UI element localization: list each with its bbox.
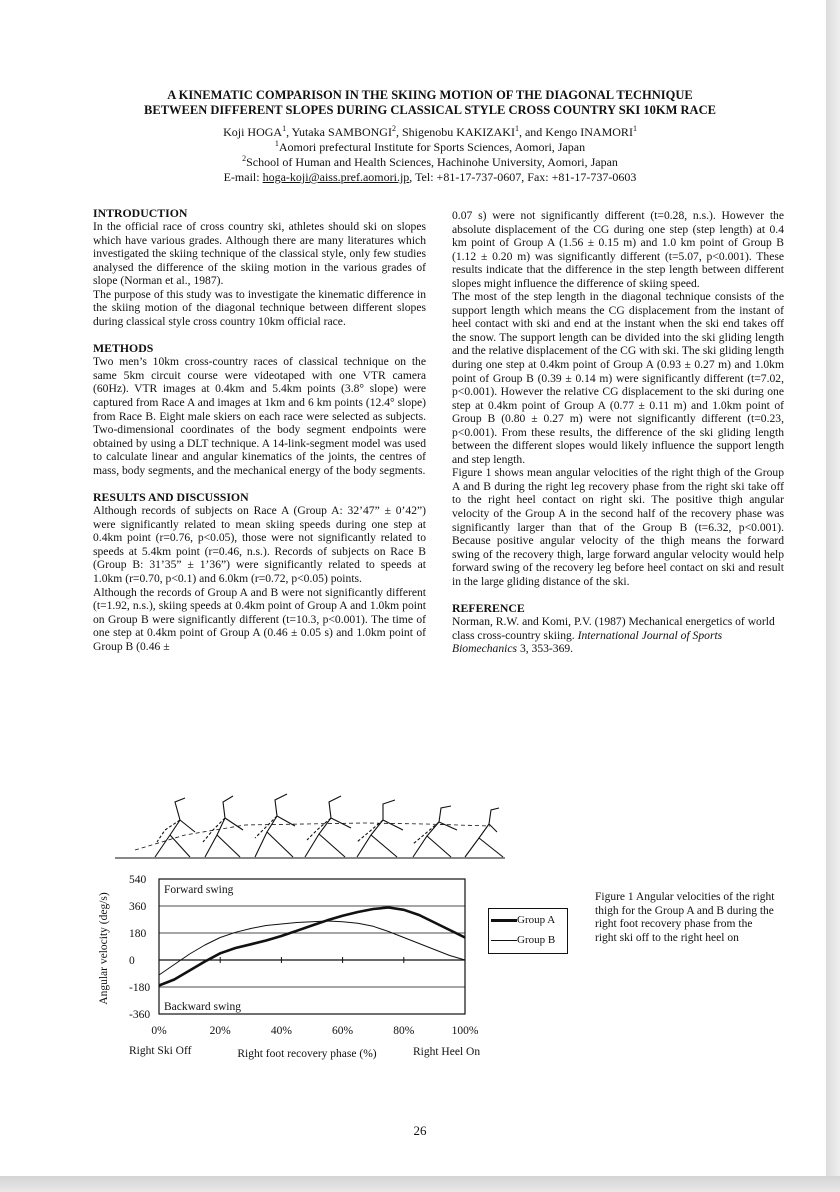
affiliation-1 [60, 140, 800, 155]
legend-label-group-a: Group A [517, 914, 556, 926]
x-tick-label: 60% [332, 1025, 354, 1037]
author-4: , and Kengo INAMORI [518, 125, 633, 139]
contact-numbers: , Tel: +81-17-737-0607, Fax: +81-17-737-0603 [409, 170, 637, 184]
author-1-affil: 1 [282, 124, 287, 133]
results-paragraph-3: The most of the step length in the diagonal technique consists of the support length which means the CG displacement from the instant of heel contact with ski and end at the instant when the ski end takes off the snow. The support length can be divided into the ski gliding length and the relative displacement of the CG with ski. The ski gliding length during one step at 0.4km point of Group A (0.93 ± 0.27 m) and 1.0km point of Group B (0.39 ± 0.14 m) were significantly different (t=7.02, p<0.001). However the relative CG displacement to the ski during one step at 0.4km point of Group A (0.77 ± 0.11 m) and 1.0km point of Group B (0.80 ± 0.27 m) were not significantly different (t=0.23, p<0.001). From these results, the difference of the ski gliding length between the different slopes would likely influence the support length and step length. [452, 290, 784, 466]
author-3: , Shigenobu KAKIZAKI [395, 125, 515, 139]
email-label: E-mail: [223, 170, 263, 184]
skier-figure-4 [305, 796, 351, 857]
x-tick-label: 100% [451, 1025, 479, 1037]
legend-swatch-group-b [491, 940, 517, 941]
legend-swatch-group-a [491, 919, 517, 922]
skier-figure-6 [413, 806, 457, 857]
affiliation-2 [60, 155, 800, 170]
x-tick-label: 0% [151, 1025, 167, 1037]
results-paragraph-4: Figure 1 shows mean angular velocities of the right thigh of the Group A and B during the right leg recovery phase from the right ski take off to the right heel contact on right ski. The positive thigh angular velocity of the Group A in the second half of the recovery phase was significantly larger than that of the Group B (t=6.32, p<0.001). Because positive angular velocity of the thigh means the forward swing of the recovery thigh, large forward angular velocity would help forward swing of the recovery leg before heel contact on ski and result in the large gliding distance of the ski. [452, 466, 784, 588]
page-number: 26 [413, 1123, 427, 1138]
results-paragraph-2-continued: 0.07 s) were not significantly different (t=0.28, n.s.). However the absolute displacement of the CG during one step (step length) at 0.4 km point of Group A (1.56 ± 0.15 m) and 1.0 km point of Group B (1.12 ± 0.20 m) was significantly different (t=5.07, p<0.001). These results indicate that the difference in the step length between different slopes might influence the difference of skiing speed. [452, 209, 784, 290]
x-tick-label: 40% [270, 1025, 292, 1037]
stick-figure-sequence [115, 794, 505, 858]
plot-frame [159, 879, 465, 1014]
skier-figure-5 [357, 800, 403, 857]
affiliation-1-marker: 1 [274, 139, 279, 148]
contact-line [60, 170, 800, 185]
author-2: , Yutaka SAMBONGI [286, 125, 392, 139]
legend-item-group-a [491, 914, 555, 926]
x-tick-label: 80% [393, 1025, 415, 1037]
reference-entry [452, 615, 784, 656]
affiliation-2-marker: 2 [242, 154, 247, 163]
introduction-paragraph-1: In the official race of cross country ski, athletes should ski on slopes which have various grades. Although there are many literatures which investigated the skiing technique of the classical style, only few studies analysed the difference of the skiing motion in the various grades of slope (Norman et al., 1987). [93, 220, 426, 288]
annotation-forward-swing: Forward swing [164, 884, 234, 896]
figure-1-graphic [95, 780, 515, 1080]
author-1: Koji HOGA [223, 125, 283, 139]
series-line-group-b [159, 921, 465, 975]
y-tick-label: 0 [129, 955, 135, 967]
skier-figure-2 [203, 796, 243, 857]
figure-1 [95, 780, 556, 1080]
y-tick-label: -360 [129, 1009, 151, 1021]
legend-label-group-b: Group B [517, 934, 556, 946]
y-tick-label: 360 [129, 901, 147, 913]
reference-tail: 3, 353-369. [517, 642, 574, 656]
introduction-paragraph-2: The purpose of this study was to investigate the kinematic difference in the skiing motion of the diagonal technique between different slopes during classical style cross country 10km official race. [93, 287, 426, 328]
page-shadow-right [826, 0, 840, 1192]
title-line-2: BETWEEN DIFFERENT SLOPES DURING CLASSICAL STYLE CROSS COUNTRY SKI 10KM RACE [144, 103, 716, 117]
author-4-affil: 1 [632, 124, 637, 133]
y-axis-label: Angular velocity (deg/s) [98, 892, 110, 1005]
paper-title [60, 88, 800, 118]
series-line-group-a [159, 908, 465, 986]
left-column [93, 206, 426, 653]
skier-figure-3 [255, 794, 295, 857]
skier-figure-7 [465, 808, 503, 857]
reference-heading: REFERENCE [452, 601, 525, 616]
email-link[interactable]: hoga-koji@aiss.pref.aomori.jp [262, 170, 410, 184]
y-tick-label: 540 [129, 874, 147, 886]
angular-velocity-chart [98, 874, 480, 1060]
x-axis-label: Right foot recovery phase (%) [237, 1048, 377, 1060]
figure-caption: Figure 1 Angular velocities of the right thigh for the Group A and B during the right foot recovery phase from the right ski off to the right heel on [595, 891, 775, 944]
right-column [452, 209, 784, 656]
reference-journal: International Journal of Sports Biomechanics [452, 628, 723, 656]
y-tick-label: -180 [129, 982, 151, 994]
title-line-1: A KINEMATIC COMPARISON IN THE SKIING MOTION OF THE DIAGONAL TECHNIQUE [167, 88, 693, 102]
y-tick-label: 180 [129, 928, 147, 940]
skier-figure-1 [155, 798, 195, 857]
legend-item-group-b [491, 934, 555, 946]
author-3-affil: 1 [514, 124, 519, 133]
results-heading: RESULTS AND DISCUSSION [93, 490, 249, 505]
results-paragraph-2: Although the records of Group A and B were not significantly different (t=1.92, n.s.), skiing speeds at 0.4km point of Group A and 1.0km point on Group B were significantly different (t=10.3, p<0.001). The time of one step at 0.4km point of Group A (0.46 ± 0.05 s) and 1.0km point of Group B (0.46 ± [93, 585, 426, 653]
x-tick-label: 20% [209, 1025, 231, 1037]
chart-legend [488, 908, 568, 954]
results-paragraph-1: Although records of subjects on Race A (Group A: 32’47” ± 0’42”) were significantly related to mean skiing speeds during one step at 0.4km point (r=0.76, p<0.05), those were not significantly related to speeds at 5.4km point (r=0.46, n.s.). Records of subjects on Race B (Group B: 31’35” ± 1’36”) were significantly related to speeds at 1.0km (r=0.70, p<0.1) and 6.0km (r=0.72, p<0.05) points. [93, 504, 426, 586]
author-2-affil: 2 [391, 124, 396, 133]
annotation-backward-swing: Backward swing [164, 1001, 241, 1013]
page-shadow-bottom [0, 1176, 840, 1192]
x-end-label-left: Right Ski Off [129, 1045, 192, 1057]
methods-heading: METHODS [93, 341, 154, 356]
author-list [60, 125, 800, 140]
introduction-heading: INTRODUCTION [93, 206, 188, 220]
affiliation-2-text: School of Human and Health Sciences, Hachinohe University, Aomori, Japan [246, 155, 618, 169]
methods-paragraph: Two men’s 10km cross-country races of classical technique on the same 5km circuit course were videotaped with one VTR camera (60Hz). VTR images at 0.4km and 5.4km points (3.8° slope) were captured from Race A and images at 1km and 6 km points (12.4° slope) from Race B. Eight male skiers on each race were selected as subjects. Two-dimensional coordinates of the body segment endpoints were obtained by using a DLT technique. A 14-link-segment model was used to calculate linear and angular kinematics of the joints, the centres of mass, body segments, and the mechanical energy of the body segments. [93, 355, 426, 477]
reference-text: Norman, R.W. and Komi, P.V. (1987) Mechanical energetics of world class cross-country skiing. [452, 615, 775, 642]
author-block [60, 125, 800, 185]
x-end-label-right: Right Heel On [413, 1046, 481, 1058]
affiliation-1-text: Aomori prefectural Institute for Sports Sciences, Aomori, Japan [278, 140, 586, 154]
